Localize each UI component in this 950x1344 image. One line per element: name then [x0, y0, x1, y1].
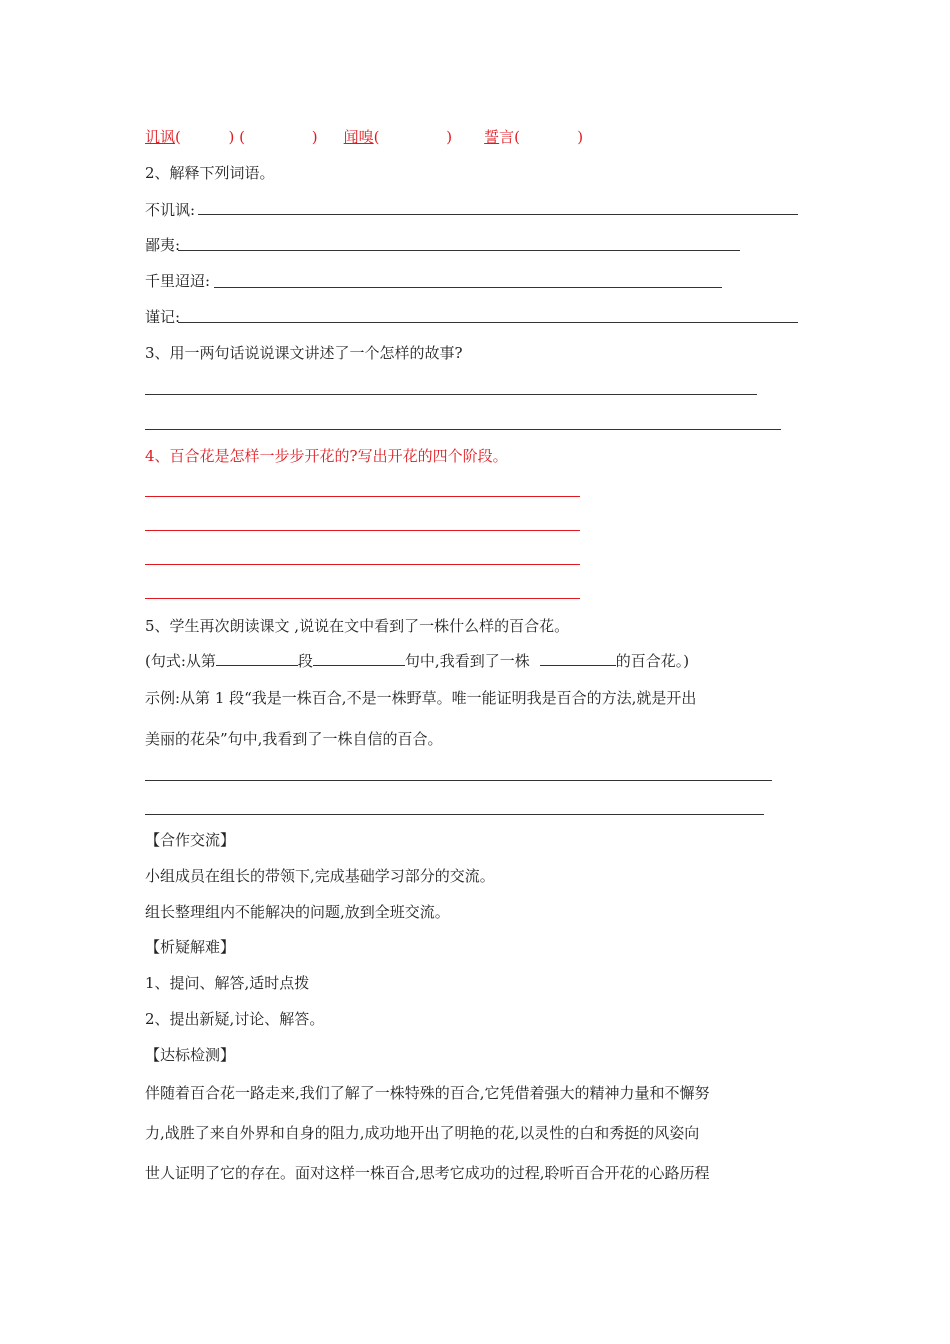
- coop-line1: 小组成员在组长的带领下,完成基础学习部分的交流。: [145, 867, 495, 885]
- q2-item-biyi: 鄙夷:: [145, 236, 181, 254]
- answer-line[interactable]: [145, 530, 580, 531]
- word-jifeng: 讥讽: [145, 128, 176, 146]
- word-shiyan-blank: ( ): [514, 128, 584, 146]
- answer-line[interactable]: [145, 780, 772, 781]
- answer-line[interactable]: [145, 564, 580, 565]
- word-wenxiu-blank: ( ): [373, 128, 453, 146]
- pattern-blank-sentence[interactable]: [313, 651, 405, 666]
- q5-example-line2: 美丽的花朵”句中,我看到了一株自信的百合。: [145, 730, 443, 748]
- q2-item-bujifeng: 不讥讽:: [145, 201, 196, 219]
- word-shiyan-1: 誓: [484, 128, 500, 146]
- test-line1: 伴随着百合花一路走来,我们了解了一株特殊的百合,它凭借着强大的精神力量和不懈努: [145, 1084, 710, 1102]
- pattern-part-b: 段: [297, 652, 313, 670]
- answer-line[interactable]: [214, 287, 722, 288]
- q3-title: 3、用一两句话说说课文讲述了一个怎样的故事?: [145, 344, 463, 362]
- pattern-part-c: 句中,我看到了一株: [404, 652, 530, 670]
- answer-line[interactable]: [145, 598, 580, 599]
- pattern-blank-paragraph[interactable]: [216, 651, 298, 666]
- pinyin-row: [145, 127, 583, 147]
- word-shiyan-2: 言: [499, 128, 515, 146]
- answer-line[interactable]: [178, 250, 740, 251]
- pattern-blank-description[interactable]: [540, 651, 616, 666]
- coop-heading: 【合作交流】: [145, 831, 236, 849]
- answer-line[interactable]: [198, 214, 798, 215]
- answer-line[interactable]: [145, 814, 764, 815]
- test-line2: 力,战胜了来自外界和自身的阻力,成功地开出了明艳的花,以灵性的白和秀挺的风姿向: [145, 1124, 700, 1142]
- answer-line[interactable]: [145, 429, 781, 430]
- analysis-line2: 2、提出新疑,讨论、解答。: [145, 1010, 325, 1028]
- answer-line[interactable]: [145, 496, 580, 497]
- pattern-part-a: (句式:从第: [145, 652, 216, 670]
- q5-example-line1: 示例:从第 1 段“我是一株百合,不是一株野草。唯一能证明我是百合的方法,就是开出: [145, 689, 697, 707]
- q5-pattern: [145, 651, 689, 671]
- q4-title: 4、百合花是怎样一步步开花的?写出开花的四个阶段。: [145, 447, 508, 465]
- analysis-heading: 【析疑解难】: [145, 938, 236, 956]
- pattern-part-d: 的百合花。): [615, 652, 690, 670]
- word-wenxiu: 闻嗅: [343, 128, 374, 146]
- analysis-line1: 1、提问、解答,适时点拨: [145, 974, 310, 992]
- test-line3: 世人证明了它的存在。面对这样一株百合,思考它成功的过程,聆听百合开花的心路历程: [145, 1164, 710, 1182]
- q2-title: 2、解释下列词语。: [145, 164, 275, 182]
- test-heading: 【达标检测】: [145, 1046, 236, 1064]
- q5-title: 5、学生再次朗读课文 ,说说在文中看到了一株什么样的百合花。: [145, 617, 570, 635]
- q2-item-jinji: 谨记:: [145, 308, 181, 326]
- coop-line2: 组长整理组内不能解决的问题,放到全班交流。: [145, 903, 450, 921]
- word-jifeng-blanks: ( ) ( ): [175, 128, 318, 146]
- answer-line[interactable]: [178, 322, 798, 323]
- answer-line[interactable]: [145, 394, 757, 395]
- q2-item-qianli: 千里迢迢:: [145, 272, 211, 290]
